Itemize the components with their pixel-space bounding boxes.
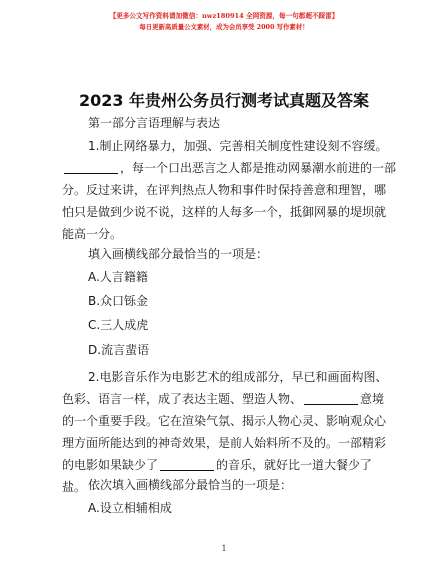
option-text: 人言籍籍 — [99, 270, 148, 284]
option-key: B. — [88, 294, 101, 308]
question-2-number: 2. — [88, 370, 100, 384]
question-1-number: 1. — [88, 139, 100, 153]
question-2-text-c: 的音乐，就好比一道大餐少了盐。 — [62, 458, 373, 494]
option-text: 流言蜚语 — [101, 343, 150, 357]
option-key: D. — [88, 343, 102, 357]
page-number: 1 — [221, 544, 227, 553]
option-text: 设立相辅相成 — [99, 501, 172, 515]
document-title: 2023 年贵州公务员行测考试真题及答案 — [78, 91, 370, 110]
question-2-prompt: 依次填入画横线部分最恰当的一项是： — [88, 478, 293, 492]
promo-line-2: 每日更新高质量公文素材，成为会员享受 2000 写作素材！ — [139, 23, 309, 31]
question-1-option-b — [88, 291, 148, 311]
question-1-text — [62, 135, 396, 245]
option-key: A. — [88, 270, 100, 284]
option-text: 众口铄金 — [100, 294, 149, 308]
question-1-option-c — [88, 315, 148, 335]
option-key: A. — [88, 501, 100, 515]
option-text: 三人成虎 — [100, 318, 149, 332]
question-2-text-b: 意境的一个重要手段。它在渲染气氛、揭示人物心灵、影响观众心理方面所能达到的神奇效果，是前人始料所不及的。一部精彩的电影如果缺少了 — [62, 392, 387, 472]
section-heading: 第一部分言语理解与表达 — [88, 116, 221, 130]
question-2-text-a: 电影音乐作为电影艺术的组成部分，早已和画面构图、色彩、语言一样，成了表达主题、塑造人物、 — [62, 370, 388, 406]
answer-blank — [64, 161, 118, 174]
question-1-text-a: 制止网络暴力，加强、完善相关制度性建设刻不容缓。 — [99, 139, 388, 153]
promo-line-1: 【更多公文写作资料请加微信：nwz180914 全网资源，每一句都超不踩雷】 — [109, 12, 339, 20]
question-2-option-a — [88, 498, 172, 518]
option-key: C. — [88, 318, 101, 332]
question-1-prompt: 填入画横线部分最恰当的一项是： — [88, 247, 269, 261]
question-1-option-a — [88, 267, 148, 287]
question-1-text-b: ，每一个口出恶言之人都是推动网暴潮水前进的一部分。反过来讲，在评判热点人物和事件时保持善意和理智，哪怕只是做到少说不说，这样的人每多一个，抵御网暴的堤坝就能高一分。 — [62, 161, 397, 241]
answer-blank — [304, 392, 358, 405]
question-1-option-d — [88, 340, 149, 360]
answer-blank — [160, 458, 214, 471]
